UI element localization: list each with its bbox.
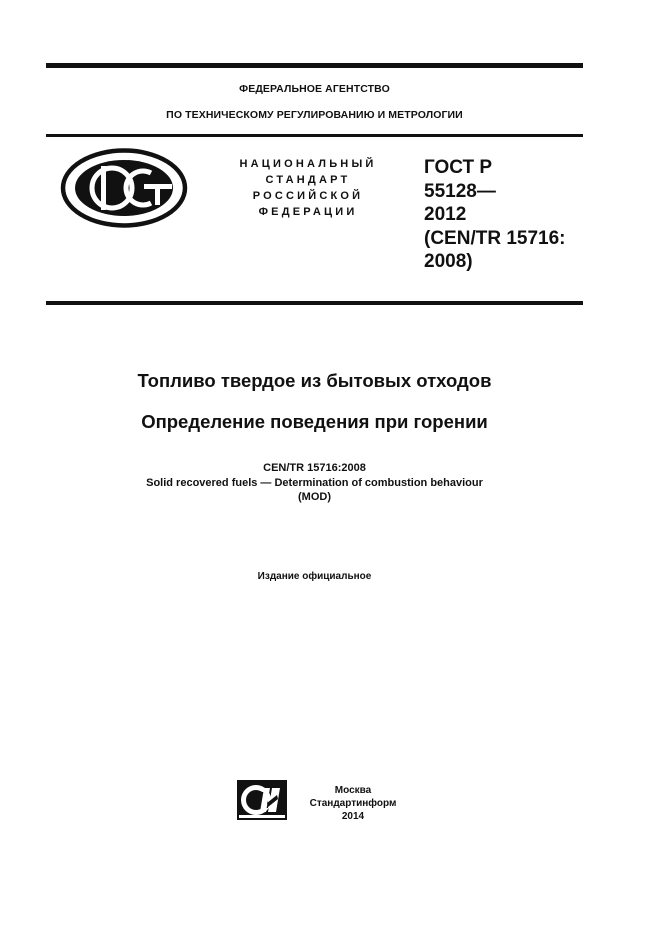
english-title: Solid recovered fuels — Determination of combustion behaviour [146, 476, 483, 489]
designation-line: 2012 [424, 204, 467, 225]
agency-line-1: ФЕДЕРАЛЬНОЕ АГЕНТСТВО [239, 83, 390, 95]
publisher-block [290, 784, 416, 823]
bottom-rule [46, 301, 583, 305]
document-title-line-2: Определение поведения при горении [141, 411, 488, 432]
national-line: НАЦИОНАЛЬНЫЙ [239, 158, 377, 170]
designation-line: (CEN/TR 15716: [424, 227, 566, 249]
national-standard-label [222, 156, 394, 220]
standartinform-logo-icon [236, 779, 288, 821]
national-line: СТАНДАРТ [265, 174, 351, 186]
designation-line: ГОСТ Р [424, 157, 493, 178]
agency-line-2: ПО ТЕХНИЧЕСКОМУ РЕГУЛИРОВАНИЮ И МЕТРОЛОГИИ [166, 109, 463, 121]
national-line: РОССИЙСКОЙ [252, 190, 364, 202]
standard-designation [424, 156, 566, 274]
publisher-city: Москва [334, 785, 372, 796]
top-rule [46, 63, 583, 68]
publication-year: 2014 [341, 811, 365, 822]
designation-line: 2008) [424, 251, 473, 272]
designation-line: 55128— [424, 180, 496, 202]
document-title-line-1: Топливо твердое из бытовых отходов [137, 370, 492, 391]
middle-rule [46, 134, 583, 137]
publisher-name: Стандартинформ [309, 798, 397, 809]
national-line: ФЕДЕРАЦИИ [258, 206, 358, 218]
modification-label: (MOD) [298, 491, 331, 503]
english-reference-block [46, 461, 583, 505]
english-reference: CEN/TR 15716:2008 [263, 462, 366, 474]
edition-label: Издание официальное [257, 571, 372, 582]
rst-certification-logo-icon [60, 148, 188, 228]
